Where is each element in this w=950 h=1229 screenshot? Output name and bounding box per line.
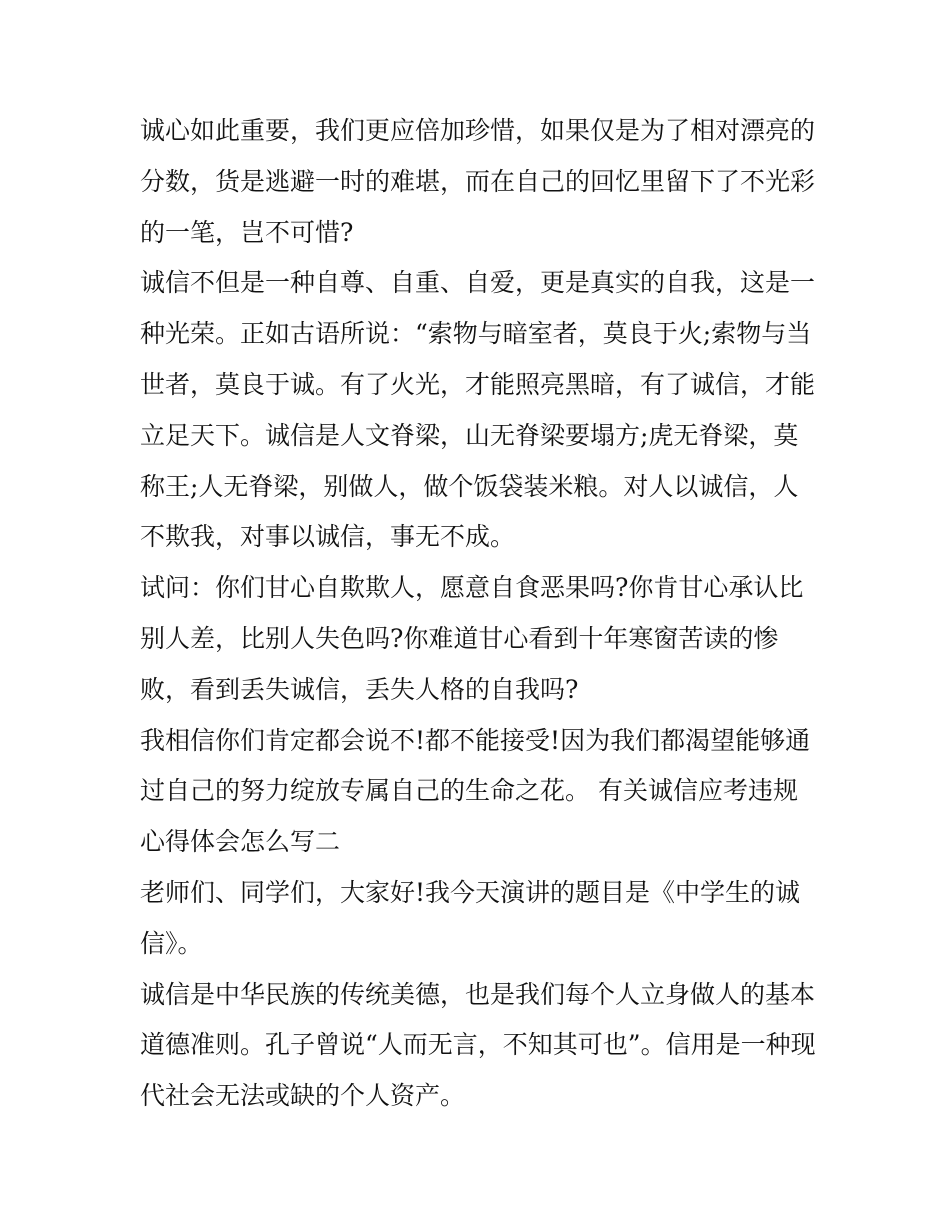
text-line: 别人差，比别人失色吗?你难道甘心看到十年寒窗苦读的惨 xyxy=(140,623,779,653)
text-line: 诚信是中华民族的传统美德，也是我们每个人立身做人的基本 xyxy=(140,979,816,1009)
text-line: 心得体会怎么写二 xyxy=(140,827,341,857)
text-line: 诚心如此重要，我们更应倍加珍惜，如果仅是为了相对漂亮的 xyxy=(140,116,816,145)
paragraph-4 xyxy=(140,716,820,868)
text-line: 败，看到丢失诚信，丢失人格的自我吗? xyxy=(140,674,579,704)
paragraph-3 xyxy=(140,563,820,715)
paragraph-5 xyxy=(140,868,820,970)
text-line: 过自己的努力绽放专属自己的生命之花。 有关诚信应考违规 xyxy=(140,776,798,806)
text-line: 分数，货是逃避一时的难堪，而在自己的回忆里留下了不光彩 xyxy=(140,166,816,196)
text-line: 我相信你们肯定都会说不!都不能接受!因为我们都渴望能够通 xyxy=(140,725,811,755)
paragraph-1 xyxy=(140,106,820,258)
paragraph-2 xyxy=(140,258,820,563)
text-line: 不欺我，对事以诚信，事无不成。 xyxy=(140,522,516,552)
text-line: 种光荣。正如古语所说：“索物与暗室者，莫良于火;索物与当 xyxy=(140,319,812,349)
text-line: 称王;人无脊梁，别做人，做个饭袋装米粮。对人以诚信，人 xyxy=(140,471,799,501)
text-line: 道德准则。孔子曾说“人而无言，不知其可也”。信用是一种现 xyxy=(140,1030,816,1060)
text-line: 信》。 xyxy=(140,928,203,958)
text-line: 的一笔，岂不可惜? xyxy=(140,217,354,247)
text-line: 老师们、同学们，大家好!我今天演讲的题目是《中学生的诚 xyxy=(140,877,801,907)
document-body xyxy=(140,106,820,1122)
text-line: 代社会无法或缺的个人资产。 xyxy=(140,1081,466,1111)
text-line: 立足天下。诚信是人文脊梁，山无脊梁要塌方;虎无脊梁，莫 xyxy=(140,420,799,450)
paragraph-6 xyxy=(140,970,820,1122)
text-line: 试问：你们甘心自欺欺人，愿意自食恶果吗?你肯甘心承认比 xyxy=(140,573,804,603)
text-line: 世者，莫良于诚。有了火光，才能照亮黑暗，有了诚信，才能 xyxy=(140,369,816,399)
text-line: 诚信不但是一种自尊、自重、自爱，更是真实的自我，这是一 xyxy=(140,268,816,298)
